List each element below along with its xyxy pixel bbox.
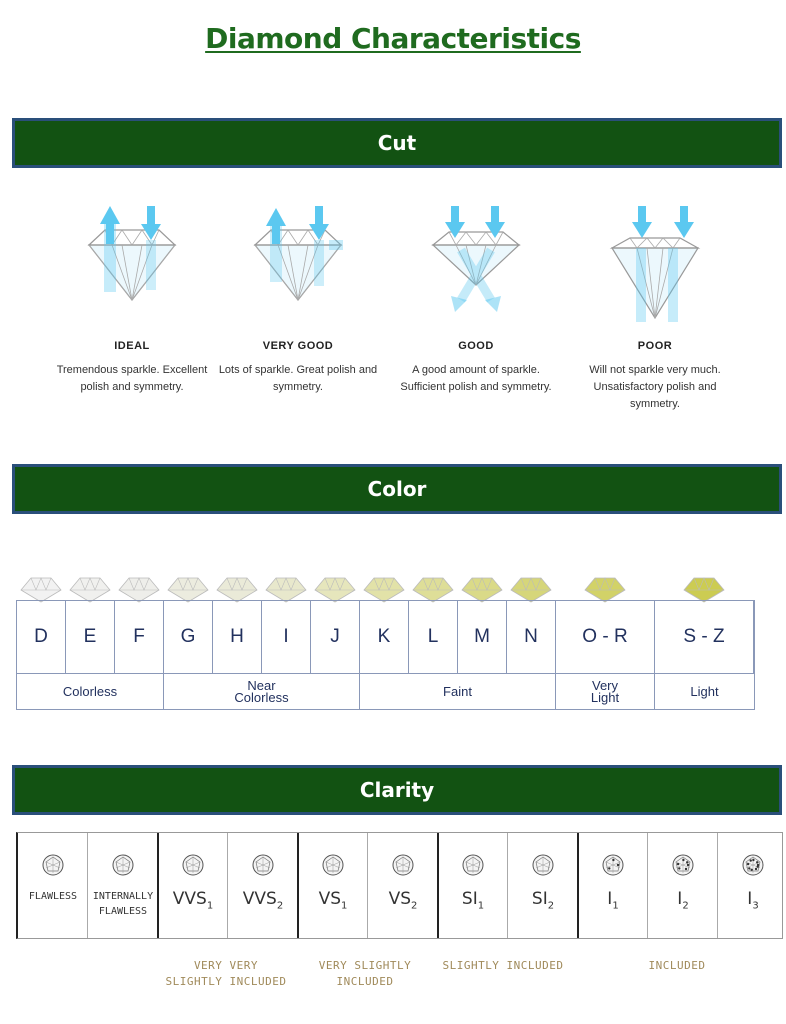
- diamond-icon: [581, 568, 629, 604]
- diamond-top-view-icon: [111, 853, 135, 877]
- page-title: Diamond Characteristics: [205, 22, 581, 55]
- column-divider: [87, 833, 88, 938]
- diamond-poor-icon: [590, 200, 720, 330]
- clarity-grade-cell: [88, 833, 158, 938]
- diamond-top-view-icon: [41, 853, 65, 877]
- column-divider: [367, 833, 368, 938]
- column-divider: [507, 833, 508, 938]
- clarity-grade-cell: [228, 833, 298, 938]
- diamond-icon: [17, 568, 65, 604]
- color-grade-cell: H: [213, 601, 262, 673]
- diamond-top-view-icon: [671, 853, 695, 877]
- diamond-icon: [115, 568, 163, 604]
- color-grade-cell: J: [311, 601, 360, 673]
- clarity-grade-cell: [648, 833, 718, 938]
- column-divider: [577, 833, 579, 938]
- diamond-top-view-icon: [741, 853, 765, 877]
- clarity-grade-cell: [158, 833, 228, 938]
- clarity-grade-cell: [368, 833, 438, 938]
- color-group-label: Colorless: [17, 674, 164, 710]
- cut-ideal: [52, 200, 212, 396]
- color-grade-cell: G: [164, 601, 213, 673]
- diamond-ideal-icon: [67, 200, 197, 310]
- cut-very-good: [218, 200, 378, 396]
- diamond-good-icon: [411, 200, 541, 315]
- clarity-grade-label: $VS_2$: [388, 889, 418, 912]
- cut-poor: [575, 200, 735, 413]
- column-divider: [227, 833, 228, 938]
- clarity-grade-label: $SI_2$: [531, 889, 555, 912]
- section-header-color: Color: [12, 464, 782, 514]
- diamond-icon: [680, 568, 728, 604]
- diamond-icon: [311, 568, 359, 604]
- clarity-grade-cell: [18, 833, 88, 938]
- column-divider: [157, 833, 159, 938]
- cut-description: Tremendous sparkle. Excellent polish and symmetry.: [56, 364, 208, 393]
- clarity-grade-label: $SI_1$: [461, 889, 485, 912]
- diamond-icon: [164, 568, 212, 604]
- clarity-group-label: SLIGHTLY INCLUDED: [442, 959, 564, 972]
- color-grade-cell: E: [66, 601, 115, 673]
- column-divider: [647, 833, 648, 938]
- column-divider: [297, 833, 299, 938]
- clarity-grade-label: $I_3$: [747, 889, 759, 912]
- color-grade-cell: L: [409, 601, 458, 673]
- diamond-top-view-icon: [531, 853, 555, 877]
- clarity-grade-label: FLAWLESS: [28, 891, 78, 902]
- cut-description: Lots of sparkle. Great polish and symmetry.: [218, 364, 378, 393]
- clarity-grade-label: $I_2$: [677, 889, 689, 912]
- clarity-grade-label: $VS_1$: [318, 889, 348, 912]
- color-grade-cell: M: [458, 601, 507, 673]
- diamond-icon: [360, 568, 408, 604]
- color-grade-cell: D: [17, 601, 66, 673]
- diamond-icon: [409, 568, 457, 604]
- clarity-grade-label: $VVS_1$: [172, 889, 214, 912]
- clarity-grade-cell: [438, 833, 508, 938]
- diamond-top-view-icon: [251, 853, 275, 877]
- clarity-grade-cell: [718, 833, 786, 938]
- color-group-label: Faint: [360, 674, 556, 710]
- color-scale-table: [16, 600, 755, 710]
- diamond-top-view-icon: [391, 853, 415, 877]
- color-grade-cell: K: [360, 601, 409, 673]
- section-header-cut: Cut: [12, 118, 782, 168]
- cut-description: Will not sparkle very much. Unsatisfactory polish and symmetry.: [589, 364, 721, 410]
- cut-grade-label: IDEAL: [114, 340, 150, 352]
- color-grade-cell: I: [262, 601, 311, 673]
- clarity-group-label: VERY VERY SLIGHTLY INCLUDED: [165, 959, 287, 988]
- diamond-top-view-icon: [181, 853, 205, 877]
- cut-grade-label: POOR: [637, 340, 673, 352]
- clarity-grade-label: $I_1$: [607, 889, 619, 912]
- diamond-top-view-icon: [461, 853, 485, 877]
- color-grade-cell: O - R: [556, 601, 655, 673]
- diamond-top-view-icon: [321, 853, 345, 877]
- diamond-icon: [458, 568, 506, 604]
- column-divider: [717, 833, 718, 938]
- cut-description: A good amount of sparkle. Sufficient polish and symmetry.: [400, 364, 552, 393]
- color-grade-cell: N: [507, 601, 556, 673]
- clarity-group-label: INCLUDED: [648, 959, 706, 972]
- diamond-very-good-icon: [233, 200, 363, 310]
- color-grade-cell: F: [115, 601, 164, 673]
- color-group-label: Near Colorless: [164, 674, 360, 710]
- diamond-icon: [66, 568, 114, 604]
- clarity-grade-cell: [508, 833, 578, 938]
- diamond-icon: [213, 568, 261, 604]
- cut-good: [396, 200, 556, 396]
- diamond-top-view-icon: [601, 853, 625, 877]
- cut-grade-label: VERY GOOD: [262, 340, 334, 352]
- clarity-scale-table: [16, 832, 783, 939]
- diamond-icon: [507, 568, 555, 604]
- cut-grade-label: GOOD: [458, 340, 494, 352]
- color-group-label: Light: [655, 674, 755, 710]
- color-grade-cell: S - Z: [655, 601, 754, 673]
- clarity-grade-label: INTERNALLY FLAWLESS: [92, 891, 154, 917]
- clarity-group-label: VERY SLIGHTLY INCLUDED: [318, 959, 412, 988]
- diamond-icon: [262, 568, 310, 604]
- clarity-grade-cell: [578, 833, 648, 938]
- color-group-label: Very Light: [556, 674, 655, 710]
- section-header-clarity: Clarity: [12, 765, 782, 815]
- column-divider: [437, 833, 439, 938]
- clarity-grade-label: $VVS_2$: [242, 889, 284, 912]
- clarity-grade-cell: [298, 833, 368, 938]
